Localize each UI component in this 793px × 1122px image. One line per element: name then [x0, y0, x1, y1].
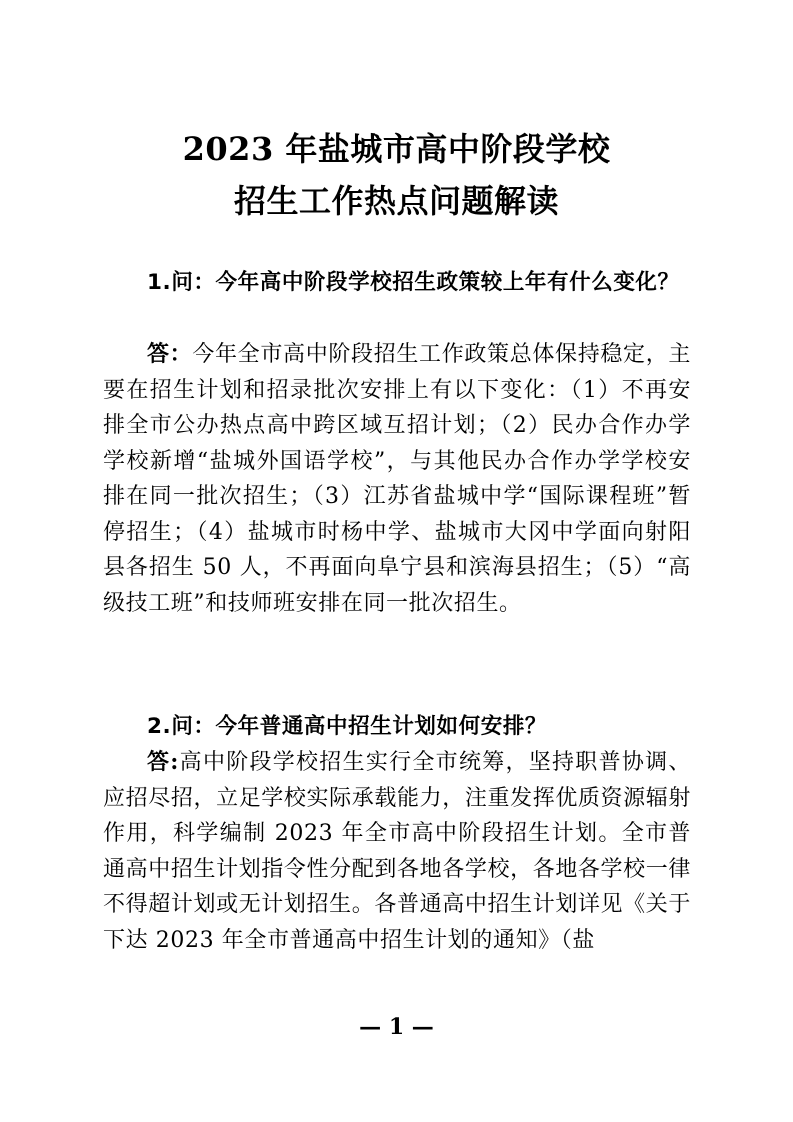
answer-2-text: 高中阶段学校招生实行全市统筹，坚持职普协调、应招尽招，立足学校实际承载能力，注重发挥优质资源辐射作用，科学编制 2023 年全市高中阶段招生计划。全市普通高中招生计划指令性分配到各地各学校，各地各学校一律不得超计划或无计划招生。各普通高中招生计划详见《关于下达 2023 年全市普通高中招生计划的通知》（盐 [103, 750, 691, 953]
page-number: — 1 — [359, 1014, 434, 1040]
question-1: 1.问：今年高中阶段学校招生政策较上年有什么变化？ [147, 270, 680, 295]
answer-1-label: 答： [147, 341, 193, 367]
answer-1 [103, 337, 691, 621]
document-title-line-1: 2023 年盐城市高中阶段学校 [182, 130, 611, 168]
document-title-line-2: 招生工作热点问题解读 [233, 182, 559, 220]
question-2: 2.问：今年普通高中招生计划如何安排？ [147, 714, 548, 739]
answer-2-label: 答: [147, 749, 179, 775]
answer-1-text: 今年全市高中阶段招生工作政策总体保持稳定，主要在招生计划和招录批次安排上有以下变化：（1）不再安排全市公办热点高中跨区域互招计划；（2）民办合作办学学校新增“盐城外国语学校”，与其他民办合作办学学校安排在同一批次招生；（3）江苏省盐城中学“国际课程班”暂停招生；（4）盐城市时杨中学、盐城市大冈中学面向射阳县各招生 50 人，不再面向阜宁县和滨海县招生；（5）“高级技工班”和技师班安排在同一批次招生。 [103, 342, 692, 616]
answer-2 [103, 745, 691, 958]
